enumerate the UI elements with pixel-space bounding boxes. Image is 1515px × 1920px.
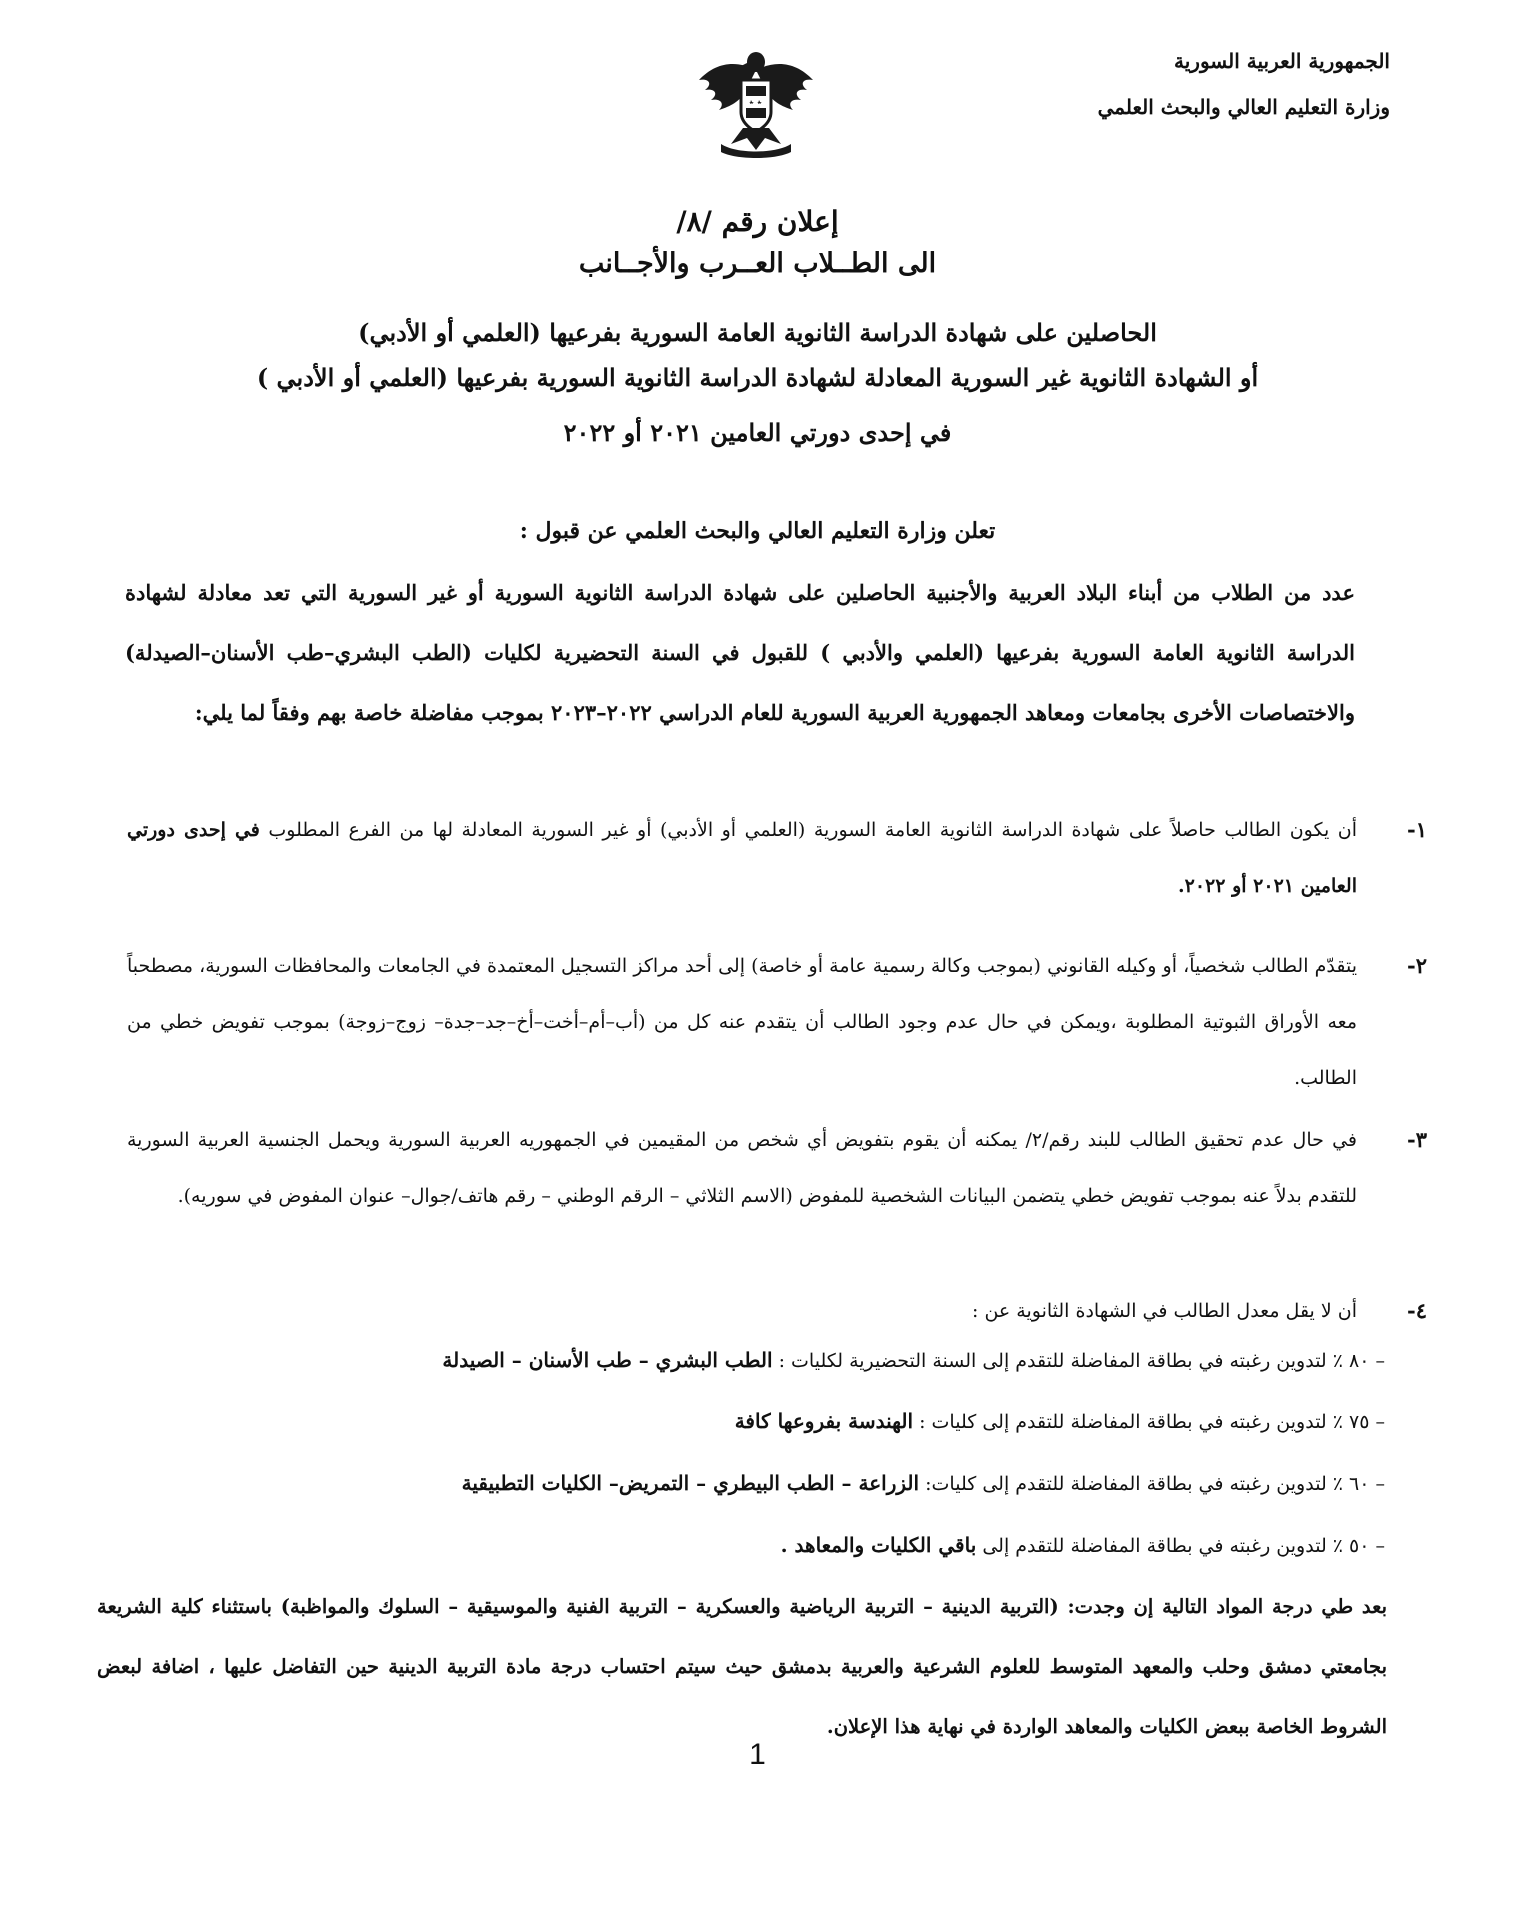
syrian-eagle-emblem-icon — [691, 40, 821, 160]
closing-paragraph: بعد طي درجة المواد التالية إن وجدت: (التربية الدينية – التربية الرياضية والعسكرية – التربية الفنية والموسيقية – السلوك والمواظبة) باستثناء كلية الشريعة بجامعتي دمشق وحلب والمعهد المتوسط للعلوم الشرعية والعربية بدمشق حيث سيتم احتساب درجة مادة التربية الدينية حين التفاضل عليها ، اضافة لبعض الشروط الخاصة ببعض الكليات والمعاهد الواردة في نهاية هذا الإعلان. — [97, 1595, 1387, 1738]
holders-line-3: في إحدى دورتي العامين ٢٠٢١ أو ٢٠٢٢ — [563, 418, 952, 447]
main-paragraph: عدد من الطلاب من أبناء البلاد العربية والأجنبية الحاصلين على شهادة الدراسة الثانوية السورية أو غير السورية التي تعد معادلة لشهادة الدراسة الثانوية العامة السورية بفرعيها (العلمي والأدبي ) للقبول في السنة التحضيرية لكليات (الطب البشري–طب الأسنان–الصيدلة) والاختصاصات الأخرى بجامعات ومعاهد الجمهورية العربية السورية للعام الدراسي ٢٠٢٢–٢٠٢٣ بموجب مفاضلة خاصة بهم وفقاً لما يلي: — [125, 580, 1355, 725]
average-text: لتدوين رغبته في بطاقة المفاضلة للتقدم إلى السنة التحضيرية لكليات : — [778, 1350, 1327, 1372]
item-bold-text: في إحدى دورتي العامين ٢٠٢١ أو ٢٠٢٢. — [127, 819, 1357, 897]
ministry-name: وزارة التعليم العالي والبحث العلمي — [1097, 95, 1390, 119]
intro-line: تعلن وزارة التعليم العالي والبحث العلمي عن قبول : — [519, 518, 996, 544]
item-number: ٢- — [1407, 953, 1427, 978]
average-faculties: باقي الكليات والمعاهد . — [780, 1533, 977, 1557]
item-number: ١- — [1407, 817, 1427, 842]
item-number: ٣- — [1407, 1127, 1427, 1152]
list-item — [127, 802, 1427, 914]
holders-line-1: الحاصلين على شهادة الدراسة الثانوية العامة السورية بفرعيها (العلمي أو الأدبي) — [358, 318, 1157, 347]
average-percent: ٦٠ ٪ — [1332, 1473, 1370, 1495]
item-text: أن يكون الطالب حاصلاً على شهادة الدراسة الثانوية العامة السورية (العلمي أو الأدبي) أو غير السورية المعادلة لها من الفرع المطلوب — [268, 819, 1357, 841]
average-percent: ٧٥ ٪ — [1332, 1411, 1370, 1433]
holders-line-2: أو الشهادة الثانوية غير السورية المعادلة لشهادة الدراسة الثانوية السورية بفرعيها (العلمي أو الأدبي ) — [256, 363, 1259, 392]
announcement-addressee: الى الطــلاب العــرب والأجــانب — [578, 248, 937, 279]
ministry-header — [1098, 38, 1390, 130]
average-requirement: – ٨٠ ٪ لتدوين رغبته في بطاقة المفاضلة للتقدم إلى السنة التحضيرية لكليات : الطب البشري – طب الأسنان – الصيدلة — [442, 1348, 1385, 1372]
average-text: لتدوين رغبته في بطاقة المفاضلة للتقدم إلى — [982, 1535, 1327, 1557]
list-item — [127, 1112, 1427, 1224]
average-requirement: – ٦٠ ٪ لتدوين رغبته في بطاقة المفاضلة للتقدم إلى كليات: الزراعة – الطب البيطري – التمريض– الكليات التطبيقية — [461, 1471, 1385, 1495]
average-percent: ٨٠ ٪ — [1332, 1350, 1370, 1372]
average-faculties: الهندسة بفروعها كافة — [734, 1409, 914, 1433]
announcement-number: إعلان رقم /٨/ — [676, 205, 839, 238]
average-requirement: – ٧٥ ٪ لتدوين رغبته في بطاقة المفاضلة للتقدم إلى كليات : الهندسة بفروعها كافة — [734, 1409, 1385, 1433]
list-item — [127, 938, 1427, 1106]
item-text: يتقدّم الطالب شخصياً، أو وكيله القانوني (بموجب وكالة رسمية عامة أو خاصة) إلى أحد مراكز التسجيل المعتمدة في الجامعات والمحافظات السورية، مصطحباً معه الأوراق الثبوتية المطلوبة ،ويمكن في حال عدم وجود الطالب أن يتقدم عنه كل من (أب–أم–أخت–أخ–جد–جدة– زوج–زوجة) بموجب تفويض خطي من الطالب. — [127, 955, 1357, 1089]
average-requirement: – ٥٠ ٪ لتدوين رغبته في بطاقة المفاضلة للتقدم إلى باقي الكليات والمعاهد . — [780, 1533, 1385, 1557]
list-item — [127, 1283, 1427, 1339]
average-faculties: الطب البشري – طب الأسنان – الصيدلة — [442, 1348, 773, 1372]
average-faculties: الزراعة – الطب البيطري – التمريض– الكليات التطبيقية — [461, 1471, 920, 1495]
page-number: 1 — [749, 1738, 766, 1771]
item-number: ٤- — [1407, 1298, 1427, 1323]
item-text: أن لا يقل معدل الطالب في الشهادة الثانوية عن : — [972, 1300, 1357, 1322]
average-percent: ٥٠ ٪ — [1332, 1535, 1370, 1557]
average-text: لتدوين رغبته في بطاقة المفاضلة للتقدم إلى كليات: — [925, 1473, 1327, 1495]
average-text: لتدوين رغبته في بطاقة المفاضلة للتقدم إلى كليات : — [919, 1411, 1327, 1433]
item-text: في حال عدم تحقيق الطالب للبند رقم/٢/ يمكنه أن يقوم بتفويض أي شخص من المقيمين في الجمهوريه العربية السورية ويحمل الجنسية العربية السورية للتقدم بدلاً عنه بموجب تفويض خطي يتضمن البيانات الشخصية للمفوض (الاسم الثلاثي – الرقم الوطني – رقم هاتف/جوال– عنوان المفوض في سوريه). — [127, 1129, 1357, 1207]
country-name: الجمهورية العربية السورية — [1174, 49, 1390, 73]
